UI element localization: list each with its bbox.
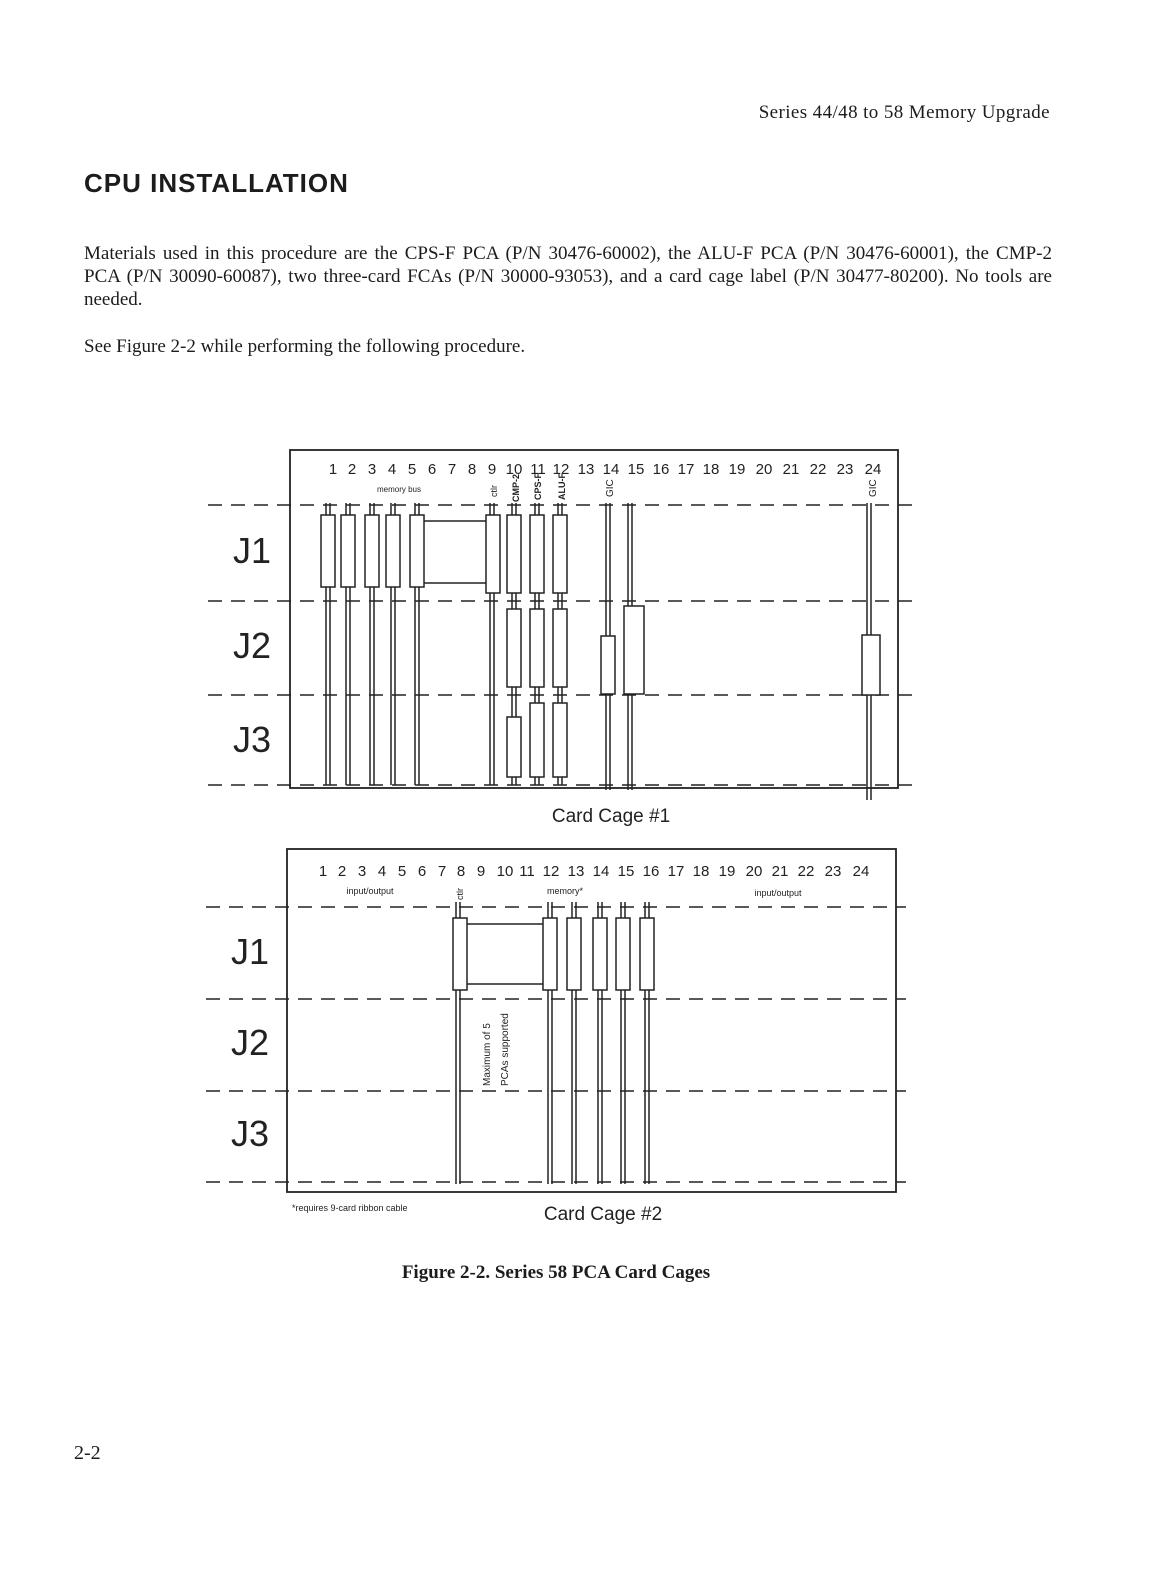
cage2-frame — [287, 849, 896, 1192]
cage1-row-label-j3: J3 — [233, 719, 272, 760]
cage2-slot-17: 17 — [667, 863, 685, 880]
cage2-row-label-j1: J1 — [231, 931, 270, 972]
cage2-slot-23: 23 — [824, 863, 842, 880]
cage2-slot-19: 19 — [718, 863, 736, 880]
cage2-slot-2: 2 — [337, 863, 347, 880]
cage1-slot-19: 19 — [728, 461, 746, 478]
cage1-frame — [290, 450, 898, 788]
cage2-row-label-j2: J2 — [231, 1022, 270, 1063]
cage2-slot-16: 16 — [642, 863, 660, 880]
cage2-slot-22: 22 — [797, 863, 815, 880]
cage1-slot-13: 13 — [577, 461, 595, 478]
cage2-slot-15: 15 — [617, 863, 635, 880]
cage2-slot-numbers — [319, 863, 870, 880]
ctlr-label: ctlr — [489, 485, 499, 497]
cage2-slot-12: 12 — [542, 863, 560, 880]
cage1-slot-14: 14 — [602, 461, 620, 478]
cmp2-label: CMP-2 — [511, 473, 521, 502]
cage1-slot-23: 23 — [836, 461, 854, 478]
cage1-slot-22: 22 — [809, 461, 827, 478]
cage1-slot-10: 10 — [505, 461, 523, 478]
cage1-slot-24: 24 — [864, 461, 882, 478]
cage1-slot-12: 12 — [552, 461, 570, 478]
cage1-slot-15: 15 — [627, 461, 645, 478]
cage1-slot-8: 8 — [467, 461, 477, 478]
cage1-slot-4: 4 — [387, 461, 397, 478]
cage2-slot-6: 6 — [417, 863, 427, 880]
card-cage-2-title: Card Cage #2 — [543, 1204, 663, 1225]
page-number: 2-2 — [74, 1442, 101, 1464]
cage1-slot-numbers — [329, 461, 882, 478]
cage2-slot-11: 11 — [519, 863, 535, 880]
cage2-slot-21: 21 — [771, 863, 789, 880]
cage2-slot-3: 3 — [357, 863, 367, 880]
cage1-slot-20: 20 — [755, 461, 773, 478]
cage2-slot-4: 4 — [377, 863, 387, 880]
input-output-right-label: input/output — [754, 888, 802, 898]
cage1-row-labels — [233, 530, 271, 760]
cage1-memory-boards — [321, 503, 487, 785]
max-pcas-line1: Maximum of 5 — [482, 1023, 493, 1086]
cage1-slot-3: 3 — [367, 461, 377, 478]
cage2-slot-14: 14 — [592, 863, 610, 880]
card-cage-2 — [206, 849, 906, 1225]
cage2-ctlr-label: ctlr — [455, 888, 465, 900]
cage1-slot-18: 18 — [702, 461, 720, 478]
cpsf-label: CPS-F — [533, 473, 543, 500]
card-cage-1 — [208, 450, 912, 827]
cage1-slot-2: 2 — [347, 461, 357, 478]
section-title: CPU INSTALLATION — [84, 168, 349, 198]
memory-bus-label: memory bus — [376, 485, 422, 494]
cage1-slot-21: 21 — [782, 461, 800, 478]
cage1-slot-6: 6 — [427, 461, 437, 478]
figure-caption: Figure 2-2. Series 58 PCA Card Cages — [401, 1262, 711, 1283]
cage2-row-labels — [231, 931, 269, 1154]
aluf-label: ALU-F — [557, 473, 567, 500]
figure-reference-paragraph: See Figure 2-2 while performing the following procedure. — [84, 336, 526, 357]
cage2-slot-24: 24 — [852, 863, 870, 880]
cage2-slot-1: 1 — [318, 863, 328, 880]
card-cage-figure — [0, 430, 1168, 1260]
cage2-slot-5: 5 — [397, 863, 407, 880]
running-header: Series 44/48 to 58 Memory Upgrade — [758, 102, 1050, 123]
gic-slot24-label: GIC — [868, 479, 879, 497]
gic-slot14-label: GIC — [605, 479, 616, 497]
cage2-slot-20: 20 — [745, 863, 763, 880]
cage1-slot-11: 11 — [530, 461, 546, 478]
cage1-row-label-j1: J1 — [233, 530, 272, 571]
cage2-slot-9: 9 — [476, 863, 486, 880]
cage2-row-label-j3: J3 — [231, 1113, 270, 1154]
materials-paragraph: Materials used in this procedure are the CPS-F PCA (P/N 30476-60002), the ALU-F PCA (P/N 30476-60001), the CMP-2 PCA (P/N 30090-60087), two three-card FCAs (P/N 30000-93053), and a card cage label (P/N 30477-80200). No tools are needed. — [84, 243, 1052, 310]
cage1-gic-boards — [601, 503, 880, 800]
cage2-slot-8: 8 — [456, 863, 466, 880]
cage2-slot-13: 13 — [567, 863, 585, 880]
cage1-row-label-j2: J2 — [233, 625, 272, 666]
cage2-slot-7: 7 — [437, 863, 447, 880]
ribbon-cable-footnote: *requires 9-card ribbon cable — [292, 1203, 408, 1213]
memory-label: memory* — [546, 886, 584, 896]
cage1-slot-5: 5 — [407, 461, 417, 478]
cage1-slot-17: 17 — [677, 461, 695, 478]
cage2-slot-18: 18 — [692, 863, 710, 880]
card-cage-1-title: Card Cage #1 — [551, 806, 671, 827]
cage1-slot-7: 7 — [447, 461, 457, 478]
cage1-slot-16: 16 — [652, 461, 670, 478]
cage2-slot-10: 10 — [496, 863, 514, 880]
cage1-slot-1: 1 — [328, 461, 338, 478]
cage1-cpu-boards — [486, 503, 567, 785]
input-output-left-label: input/output — [346, 886, 394, 896]
cage1-slot-9: 9 — [487, 461, 497, 478]
max-pcas-line2: PCAs supported — [500, 1013, 511, 1086]
